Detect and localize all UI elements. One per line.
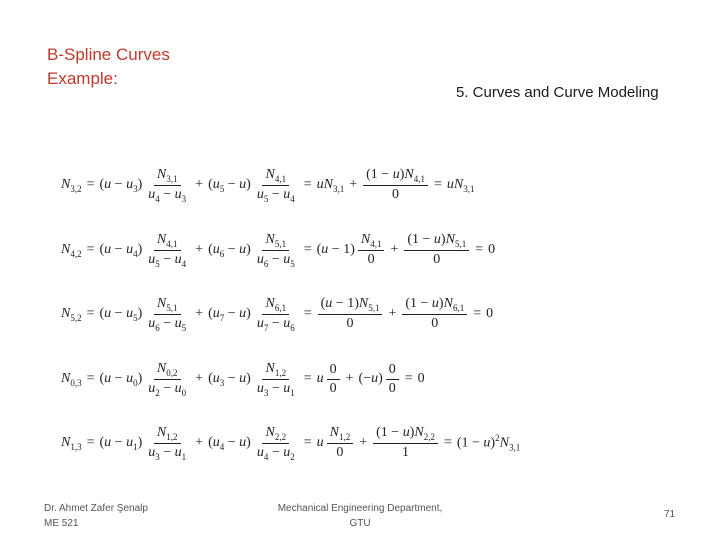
equation-n03: $N_{0,3}$ = $(u - u_0)$ $\frac{N_{0,2}}{u_2 - u_0}$ + $(u_3 - u)$ $\frac{N_{1,2}}{u_3 - u_1}$ = u $\frac{0}{0}$ + (−u) $\frac{0}{0}$ = 0 [61, 360, 425, 398]
equation-n42: $N_{4,2}$ = $(u - u_4)$ $\frac{N_{4,1}}{u_5 - u_4}$ + $(u_6 - u)$ $\frac{N_{5,1}}{u_6 - u_5}$ = (u − 1) $\frac{N_{4,1}}{0}$ + $\frac{(1 - u)N_{5,1}}{0}$ = 0 [61, 231, 496, 269]
page-number: 71 [664, 509, 676, 520]
slide-title-line2: Example: [47, 69, 118, 88]
chapter-heading: 5. Curves and Curve Modeling [456, 84, 659, 101]
department-line1: Mechanical Engineering Department, [277, 503, 443, 514]
footer-author [44, 501, 148, 531]
footer-department [262, 501, 458, 531]
equation-n13: $N_{1,3}$ = $(u - u_1)$ $\frac{N_{1,2}}{u_3 - u_1}$ + $(u_4 - u)$ $\frac{N_{2,2}}{u_4 - u_2}$ = u $\frac{N_{1,2}}{0}$ + $\frac{(1 - u)N_{2,2}}{1}$ = $(1 - u)^2N_{3,1}$ [61, 424, 521, 462]
author-name: Dr. Ahmet Zafer Şenalp [44, 503, 148, 514]
department-line2: GTU [349, 518, 371, 529]
equation-n32: $N_{3,2}$ = $(u - u_3)$ $\frac{N_{3,1}}{u_4 - u_3}$ + $(u_5 - u)$ $\frac{N_{4,1}}{u_5 - u_4}$ = $uN_{3,1}$ + $\frac{(1 - u)N_{4,1}}{0}$ = $uN_{3,1}$ [61, 166, 475, 204]
slide-title-line1: B-Spline Curves [47, 45, 170, 64]
course-code: ME 521 [44, 518, 79, 529]
slide-title [47, 43, 170, 91]
equation-n52: $N_{5,2}$ = $(u - u_5)$ $\frac{N_{5,1}}{u_6 - u_5}$ + $(u_7 - u)$ $\frac{N_{6,1}}{u_7 - u_6}$ = $\frac{(u - 1)N_{5,1}}{0}$ + $\frac{(1 - u)N_{6,1}}{0}$ = 0 [61, 295, 494, 333]
